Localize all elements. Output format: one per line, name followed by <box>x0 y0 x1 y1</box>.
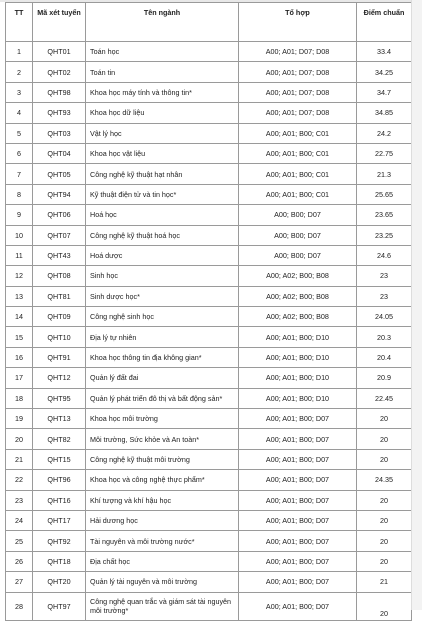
cell-to-hop: A00; A01; B00; D07 <box>239 551 357 571</box>
cell-ten-nganh: Vật lý học <box>86 123 239 143</box>
cell-to-hop: A00; A01; B00; C01 <box>239 184 357 204</box>
cell-to-hop: A00; A01; B00; D07 <box>239 592 357 620</box>
cell-to-hop: A00; A01; B00; D10 <box>239 347 357 367</box>
table-row <box>6 388 412 408</box>
cell-diem-chuan: 34.85 <box>357 103 412 123</box>
cell-to-hop: A00; A02; B00; B08 <box>239 307 357 327</box>
cell-diem-chuan: 20.3 <box>357 327 412 347</box>
table-row <box>6 82 412 102</box>
cell-diem-chuan: 20.4 <box>357 347 412 367</box>
cell-diem-chuan: 23.25 <box>357 225 412 245</box>
cell-ma-xet-tuyen: QHT09 <box>33 307 86 327</box>
table-row <box>6 143 412 163</box>
cell-to-hop: A00; A01; D07; D08 <box>239 82 357 102</box>
cell-diem-chuan: 34.7 <box>357 82 412 102</box>
cell-ten-nganh: Khí tượng và khí hậu học <box>86 490 239 510</box>
cell-diem-chuan: 23.65 <box>357 205 412 225</box>
cell-ten-nganh: Hải dương học <box>86 510 239 530</box>
cell-diem-chuan: 24.2 <box>357 123 412 143</box>
cell-tt: 21 <box>6 449 33 469</box>
cell-to-hop: A00; A02; B00; B08 <box>239 266 357 286</box>
cell-tt: 13 <box>6 286 33 306</box>
table-row <box>6 123 412 143</box>
cell-to-hop: A00; B00; D07 <box>239 205 357 225</box>
cell-ma-xet-tuyen: QHT05 <box>33 164 86 184</box>
table-row <box>6 531 412 551</box>
cell-diem-chuan: 20 <box>357 490 412 510</box>
cell-diem-chuan: 20 <box>357 409 412 429</box>
cell-diem-chuan: 20 <box>357 551 412 571</box>
cell-ten-nganh: Sinh dược học* <box>86 286 239 306</box>
cell-tt: 4 <box>6 103 33 123</box>
cell-ten-nganh: Công nghệ kỹ thuật hạt nhân <box>86 164 239 184</box>
cell-ten-nganh: Khoa học và công nghệ thực phẩm* <box>86 470 239 490</box>
cell-to-hop: A00; A01; B00; D07 <box>239 449 357 469</box>
table-row <box>6 429 412 449</box>
cell-ma-xet-tuyen: QHT93 <box>33 103 86 123</box>
cell-tt: 3 <box>6 82 33 102</box>
cell-ma-xet-tuyen: QHT06 <box>33 205 86 225</box>
cell-diem-chuan: 20.9 <box>357 368 412 388</box>
cell-ten-nganh: Kỹ thuật điện tử và tin học* <box>86 184 239 204</box>
table-row <box>6 368 412 388</box>
table-row <box>6 572 412 592</box>
table-row <box>6 184 412 204</box>
cell-ten-nganh: Môi trường, Sức khỏe và An toàn* <box>86 429 239 449</box>
cell-tt: 19 <box>6 409 33 429</box>
cell-ten-nganh: Khoa học máy tính và thông tin* <box>86 82 239 102</box>
table-row <box>6 592 412 620</box>
table-row <box>6 225 412 245</box>
cell-ma-xet-tuyen: QHT12 <box>33 368 86 388</box>
table-row <box>6 266 412 286</box>
cell-tt: 25 <box>6 531 33 551</box>
table-row <box>6 449 412 469</box>
cell-ma-xet-tuyen: QHT07 <box>33 225 86 245</box>
cell-to-hop: A00; A01; B00; D07 <box>239 409 357 429</box>
cell-diem-chuan: 33.4 <box>357 42 412 62</box>
cell-ten-nganh: Quản lý đất đai <box>86 368 239 388</box>
cell-ma-xet-tuyen: QHT20 <box>33 572 86 592</box>
cell-tt: 14 <box>6 307 33 327</box>
cell-ma-xet-tuyen: QHT92 <box>33 531 86 551</box>
cell-ma-xet-tuyen: QHT08 <box>33 266 86 286</box>
cell-diem-chuan: 23 <box>357 266 412 286</box>
cell-ma-xet-tuyen: QHT04 <box>33 143 86 163</box>
table-body <box>6 42 412 621</box>
cell-tt: 24 <box>6 510 33 530</box>
cell-diem-chuan: 21 <box>357 572 412 592</box>
cell-ten-nganh: Toán học <box>86 42 239 62</box>
cell-ma-xet-tuyen: QHT98 <box>33 82 86 102</box>
cell-to-hop: A00; A01; B00; D07 <box>239 572 357 592</box>
cell-diem-chuan: 22.75 <box>357 143 412 163</box>
cell-ma-xet-tuyen: QHT15 <box>33 449 86 469</box>
header-diem-chuan: Điểm chuẩn <box>357 3 412 42</box>
cell-ma-xet-tuyen: QHT02 <box>33 62 86 82</box>
header-ten-nganh: Tên ngành <box>86 3 239 42</box>
table-row <box>6 42 412 62</box>
cell-ma-xet-tuyen: QHT43 <box>33 245 86 265</box>
cell-ten-nganh: Công nghệ quan trắc và giám sát tài nguyên môi trường* <box>86 592 239 620</box>
cell-diem-chuan: 21.3 <box>357 164 412 184</box>
cell-tt: 17 <box>6 368 33 388</box>
cell-to-hop: A00; A01; D07; D08 <box>239 42 357 62</box>
cell-tt: 12 <box>6 266 33 286</box>
cell-to-hop: A00; A01; B00; D10 <box>239 327 357 347</box>
table-row <box>6 245 412 265</box>
cell-ma-xet-tuyen: QHT13 <box>33 409 86 429</box>
cell-ten-nganh: Quản lý tài nguyên và môi trường <box>86 572 239 592</box>
cell-ma-xet-tuyen: QHT96 <box>33 470 86 490</box>
cell-ma-xet-tuyen: QHT18 <box>33 551 86 571</box>
cell-to-hop: A00; A01; B00; C01 <box>239 164 357 184</box>
header-row <box>6 3 412 42</box>
cell-tt: 28 <box>6 592 33 620</box>
table-row <box>6 62 412 82</box>
cell-tt: 11 <box>6 245 33 265</box>
cell-ten-nganh: Công nghệ sinh học <box>86 307 239 327</box>
cell-ten-nganh: Khoa học dữ liệu <box>86 103 239 123</box>
cell-diem-chuan: 20 <box>357 449 412 469</box>
cell-ten-nganh: Khoa học thông tin địa không gian* <box>86 347 239 367</box>
table-row <box>6 327 412 347</box>
cell-to-hop: A00; A01; B00; C01 <box>239 143 357 163</box>
cell-to-hop: A00; A01; D07; D08 <box>239 62 357 82</box>
cell-tt: 22 <box>6 470 33 490</box>
admission-scores-table <box>5 2 412 621</box>
cell-to-hop: A00; A01; B00; D07 <box>239 510 357 530</box>
cell-tt: 9 <box>6 205 33 225</box>
cell-to-hop: A00; A01; D07; D08 <box>239 103 357 123</box>
cell-ten-nganh: Địa lý tự nhiên <box>86 327 239 347</box>
cell-tt: 6 <box>6 143 33 163</box>
cell-tt: 16 <box>6 347 33 367</box>
cell-diem-chuan: 24.35 <box>357 470 412 490</box>
cell-to-hop: A00; A02; B00; B08 <box>239 286 357 306</box>
cell-diem-chuan: 25.65 <box>357 184 412 204</box>
cell-ma-xet-tuyen: QHT16 <box>33 490 86 510</box>
cell-ten-nganh: Sinh học <box>86 266 239 286</box>
cell-tt: 18 <box>6 388 33 408</box>
cell-diem-chuan: 24.05 <box>357 307 412 327</box>
cell-diem-chuan: 23 <box>357 286 412 306</box>
cell-ma-xet-tuyen: QHT17 <box>33 510 86 530</box>
table-row <box>6 205 412 225</box>
cell-tt: 2 <box>6 62 33 82</box>
table-row <box>6 490 412 510</box>
cell-to-hop: A00; A01; B00; C01 <box>239 123 357 143</box>
cell-tt: 10 <box>6 225 33 245</box>
header-tt: TT <box>6 3 33 42</box>
header-to-hop: Tổ hợp <box>239 3 357 42</box>
table-row <box>6 409 412 429</box>
cell-ten-nganh: Tài nguyên và môi trường nước* <box>86 531 239 551</box>
cell-ten-nganh: Toán tin <box>86 62 239 82</box>
table-row <box>6 164 412 184</box>
cell-diem-chuan: 20 <box>357 510 412 530</box>
scrollbar-strip[interactable] <box>411 0 422 610</box>
cell-ten-nganh: Địa chất học <box>86 551 239 571</box>
cell-ma-xet-tuyen: QHT95 <box>33 388 86 408</box>
cell-ma-xet-tuyen: QHT91 <box>33 347 86 367</box>
cell-to-hop: A00; A01; B00; D07 <box>239 429 357 449</box>
cell-to-hop: A00; A01; B00; D07 <box>239 531 357 551</box>
cell-ten-nganh: Khoa học vật liệu <box>86 143 239 163</box>
cell-tt: 1 <box>6 42 33 62</box>
cell-tt: 27 <box>6 572 33 592</box>
cell-tt: 26 <box>6 551 33 571</box>
cell-diem-chuan: 20 <box>357 592 412 620</box>
cell-tt: 15 <box>6 327 33 347</box>
header-ma-xet-tuyen: Mã xét tuyển <box>33 3 86 42</box>
cell-ten-nganh: Khoa học môi trường <box>86 409 239 429</box>
cell-ma-xet-tuyen: QHT97 <box>33 592 86 620</box>
table-row <box>6 551 412 571</box>
cell-ten-nganh: Hoá học <box>86 205 239 225</box>
table-row <box>6 510 412 530</box>
cell-ma-xet-tuyen: QHT10 <box>33 327 86 347</box>
cell-to-hop: A00; B00; D07 <box>239 225 357 245</box>
table-row <box>6 347 412 367</box>
cell-ten-nganh: Quản lý phát triển đô thị và bất động sản* <box>86 388 239 408</box>
cell-diem-chuan: 20 <box>357 429 412 449</box>
cell-to-hop: A00; A01; B00; D10 <box>239 368 357 388</box>
cell-diem-chuan: 24.6 <box>357 245 412 265</box>
cell-tt: 5 <box>6 123 33 143</box>
cell-tt: 20 <box>6 429 33 449</box>
cell-ma-xet-tuyen: QHT81 <box>33 286 86 306</box>
cell-ten-nganh: Công nghệ kỹ thuật môi trường <box>86 449 239 469</box>
cell-ma-xet-tuyen: QHT03 <box>33 123 86 143</box>
table-row <box>6 470 412 490</box>
cell-tt: 8 <box>6 184 33 204</box>
cell-to-hop: A00; A01; B00; D10 <box>239 388 357 408</box>
table-row <box>6 286 412 306</box>
cell-ma-xet-tuyen: QHT82 <box>33 429 86 449</box>
cell-ma-xet-tuyen: QHT01 <box>33 42 86 62</box>
cell-diem-chuan: 20 <box>357 531 412 551</box>
cell-ma-xet-tuyen: QHT94 <box>33 184 86 204</box>
cell-ten-nganh: Công nghệ kỹ thuật hoá học <box>86 225 239 245</box>
cell-tt: 23 <box>6 490 33 510</box>
cell-ten-nganh: Hoá dược <box>86 245 239 265</box>
cell-diem-chuan: 22.45 <box>357 388 412 408</box>
cell-diem-chuan: 34.25 <box>357 62 412 82</box>
table-row <box>6 103 412 123</box>
cell-to-hop: A00; B00; D07 <box>239 245 357 265</box>
cell-tt: 7 <box>6 164 33 184</box>
cell-to-hop: A00; A01; B00; D07 <box>239 470 357 490</box>
cell-to-hop: A00; A01; B00; D07 <box>239 490 357 510</box>
table-row <box>6 307 412 327</box>
